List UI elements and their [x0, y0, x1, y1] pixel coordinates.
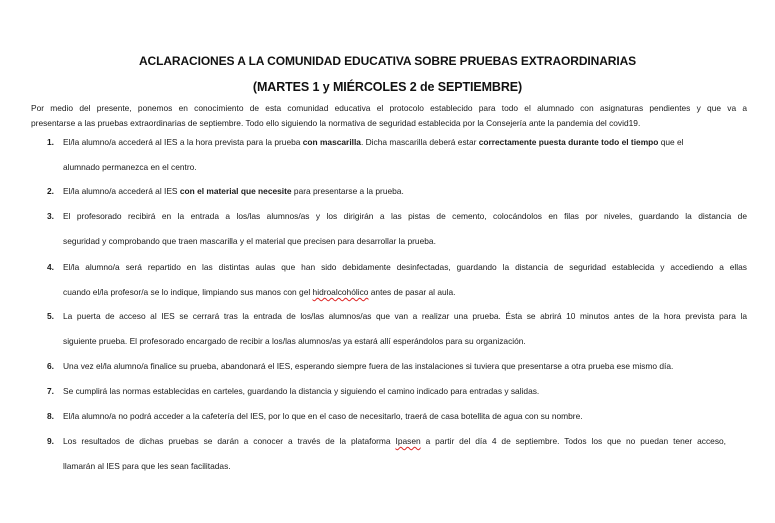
item-line: Una vez el/la alumno/a finalice su prueba, abandonará el IES, esperando siempre fuera de las instalaciones si tuviera que presentarse a otra prueba ese mismo día. [63, 361, 674, 371]
spellcheck-flagged-word: Ipasen [395, 436, 421, 446]
text: para presentarse a la prueba. [291, 186, 404, 196]
text: . Dicha mascarilla deberá estar [360, 137, 479, 147]
item-line: Se cumplirá las normas establecidas en carteles, guardando la distancia y siguiendo el camino indicado para entradas y salidas. [63, 386, 540, 396]
item-line: alumnado permanezca en el centro. [63, 162, 197, 172]
text: cuando el/la profesor/a se lo indique, limpiando sus manos con gel [63, 287, 313, 297]
text: a partir del día 4 de septiembre. Todos los que no puedan tener acceso, [420, 436, 727, 446]
item-line [63, 186, 747, 196]
intro-paragraph [31, 101, 747, 131]
intro-line-1: Por medio del presente, ponemos en conocimiento de esta comunidad educativa el protocolo establecido para todo el alumnado con asignaturas pendientes y que va a [31, 103, 747, 113]
spellcheck-flagged-word: hidroalcohólico [312, 287, 369, 297]
text: El/la alumno/a accederá al IES [63, 186, 180, 196]
bold-text: con mascarilla [302, 137, 361, 147]
text: Los resultados de dichas pruebas se darán a conocer a través de la plataforma [63, 436, 396, 446]
item-line: seguridad y comprobando que traen mascarilla y el material que precisen para desarrollar la prueba. [63, 236, 436, 246]
text: que el [658, 137, 684, 147]
item-line: El/la alumno/a será repartido en las distintas aulas que han sido debidamente desinfectadas, guardando la distancia de seguridad establecida y accediendo a ellas [63, 262, 747, 272]
item-number: 1. [47, 137, 54, 147]
item-number: 6. [47, 361, 54, 371]
bold-text: con el material que necesite [179, 186, 292, 196]
item-line [63, 137, 747, 147]
intro-line-2: presentarse a las pruebas extraordinarias de septiembre. Todo ello siguiendo la normativa de seguridad establecida por la Consejería ante la pandemia del covid19. [31, 118, 641, 128]
item-line: siguiente prueba. El profesorado encargado de recibir a los/las alumnos/as ya estará allí esperándolos para su organización. [63, 336, 526, 346]
item-line: La puerta de acceso al IES se cerrará tras la entrada de los/las alumnos/as que van a realizar una prueba. Ésta se abrirá 10 minutos antes de la hora prevista para la [63, 311, 747, 321]
item-number: 3. [47, 211, 54, 221]
item-number: 5. [47, 311, 54, 321]
item-number: 8. [47, 411, 54, 421]
item-line [63, 436, 747, 446]
item-number: 9. [47, 436, 54, 446]
item-number: 4. [47, 262, 54, 272]
document-title: ACLARACIONES A LA COMUNIDAD EDUCATIVA SOBRE PRUEBAS EXTRAORDINARIAS [138, 54, 637, 68]
item-line: llamarán al IES para que les sean facilitadas. [63, 461, 231, 471]
item-number: 2. [47, 186, 54, 196]
item-number: 7. [47, 386, 54, 396]
text: antes de pasar al aula. [368, 287, 456, 297]
item-line: El profesorado recibirá en la entrada a los/las alumnos/as y los dirigirán a las pistas de cemento, colocándolos en filas por niveles, guardando la distancia de [63, 211, 747, 221]
document-subtitle-dates: (MARTES 1 y MIÉRCOLES 2 de SEPTIEMBRE) [252, 80, 523, 94]
item-line: El/la alumno/a no podrá acceder a la cafetería del IES, por lo que en el caso de necesitarlo, traerá de casa botellita de agua con su nombre. [63, 411, 583, 421]
text: El/la alumno/a accederá al IES a la hora prevista para la prueba [63, 137, 303, 147]
item-line [63, 287, 747, 297]
bold-text: correctamente puesta durante todo el tiempo [478, 137, 659, 147]
